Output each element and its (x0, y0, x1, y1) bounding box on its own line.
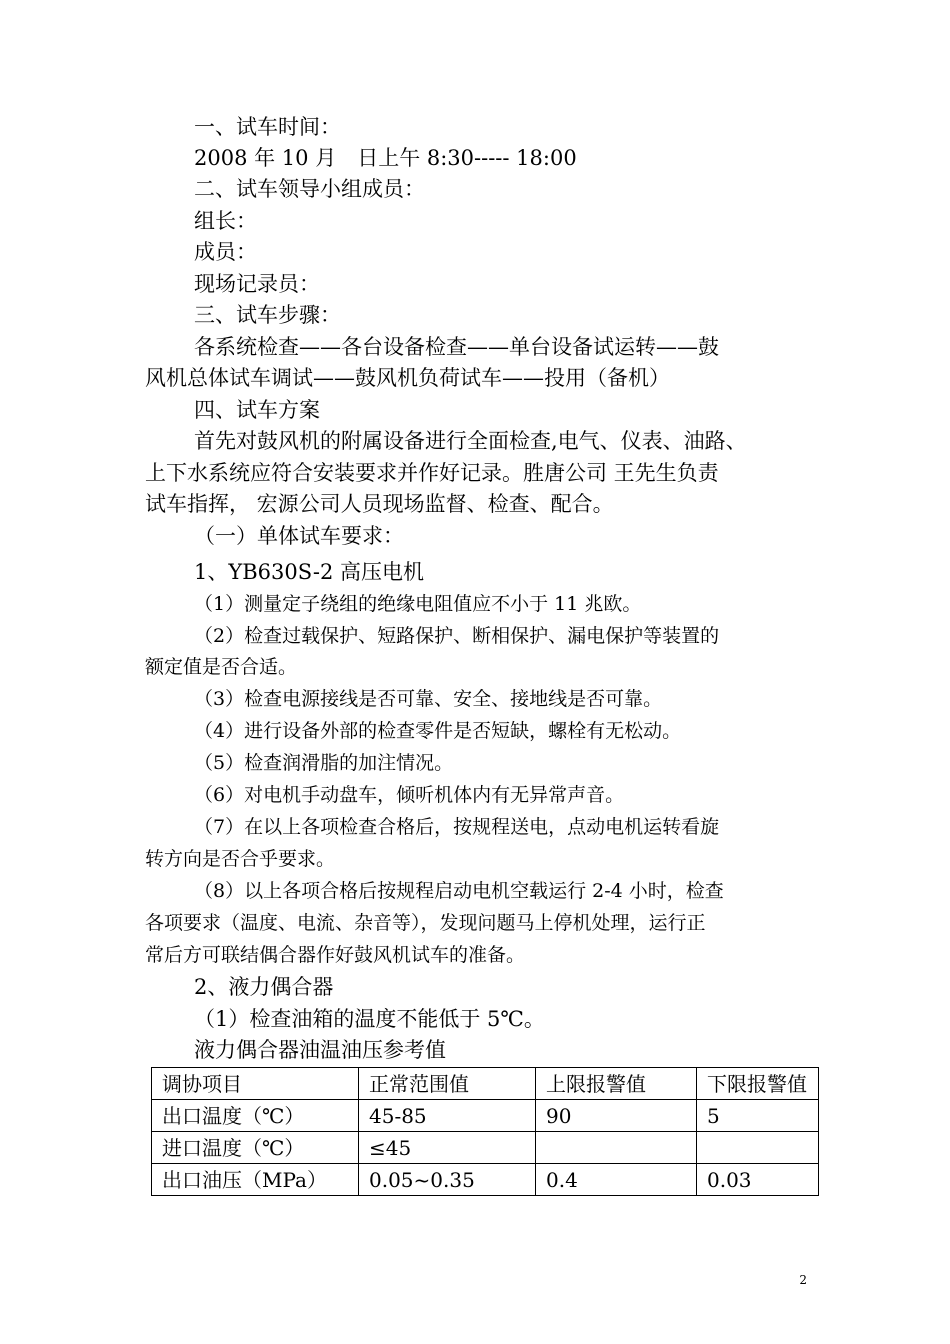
recorder-line: 现场记录员： (194, 272, 320, 296)
plan-line-3: 试车指挥， 宏源公司人员现场监督、检查、配合。 (145, 492, 614, 516)
motor-item-7-line-2: 转方向是否合乎要求。 (145, 848, 336, 870)
steps-heading: 三、试车步骤： (194, 303, 341, 327)
table-cell: 进口温度（℃） (152, 1132, 359, 1164)
time-heading: 一、试车时间： (194, 115, 341, 139)
motor-item-2-line-1: （2）检查过载保护、短路保护、断相保护、漏电保护等装置的 (194, 625, 720, 647)
members-line: 成员： (194, 240, 257, 264)
leaders-heading: 二、试车领导小组成员： (194, 177, 425, 201)
table-row (152, 1132, 819, 1164)
table-cell: 45-85 (359, 1100, 536, 1132)
table-cell: 出口温度（℃） (152, 1100, 359, 1132)
table-header-cell: 下限报警值 (697, 1068, 819, 1100)
table-header-cell: 上限报警值 (536, 1068, 697, 1100)
table-cell (536, 1132, 697, 1164)
table-row (152, 1164, 819, 1196)
table-cell (697, 1132, 819, 1164)
table-cell: 0.05~0.35 (359, 1164, 536, 1196)
table-cell: 90 (536, 1100, 697, 1132)
plan-line-1: 首先对鼓风机的附属设备进行全面检查,电气、仪表、油路、 (194, 429, 747, 453)
plan-line-2: 上下水系统应符合安装要求并作好记录。胜唐公司 王先生负责 (145, 461, 719, 485)
time-value: 2008 年 10 月 日上午 8:30----- 18:00 (194, 146, 577, 170)
table-header-row (152, 1068, 819, 1100)
motor-heading: 1、YB630S-2 高压电机 (194, 560, 425, 584)
motor-item-8-line-3: 常后方可联结偶合器作好鼓风机试车的准备。 (145, 944, 526, 966)
motor-item-6: （6）对电机手动盘车，倾听机体内有无异常声音。 (194, 784, 625, 806)
motor-item-4: （4）进行设备外部的检查零件是否短缺，螺栓有无松动。 (194, 720, 682, 742)
motor-item-3: （3）检查电源接线是否可靠、安全、接地线是否可靠。 (194, 688, 663, 710)
motor-item-8-line-2: 各项要求（温度、电流、杂音等），发现问题马上停机处理，运行正 (145, 912, 706, 934)
motor-item-8-line-1: （8）以上各项合格后按规程启动电机空载运行 2-4 小时，检查 (194, 880, 724, 902)
table-cell: 出口油压（MPa） (152, 1164, 359, 1196)
motor-item-5: （5）检查润滑脂的加注情况。 (194, 752, 454, 774)
motor-item-7-line-1: （7）在以上各项检查合格后，按规程送电，点动电机运转看旋 (194, 816, 720, 838)
coupler-heading: 2、液力偶合器 (194, 975, 334, 999)
table-caption: 液力偶合器油温油压参考值 (194, 1038, 446, 1062)
coupler-item-1: （1）检查油箱的温度不能低于 5℃。 (194, 1007, 545, 1031)
motor-item-1: （1）测量定子绕组的绝缘电阻值应不小于 11 兆欧。 (194, 593, 642, 615)
leader-line: 组长： (194, 209, 257, 233)
table-header-cell: 正常范围值 (359, 1068, 536, 1100)
oil-reference-table (151, 1067, 819, 1196)
steps-line-2: 风机总体试车调试——鼓风机负荷试车——投用（备机） (145, 366, 670, 390)
table-cell: 0.03 (697, 1164, 819, 1196)
table-cell: 0.4 (536, 1164, 697, 1196)
page-number: 2 (799, 1273, 807, 1287)
steps-line-1: 各系统检查——各台设备检查——单台设备试运转——鼓 (194, 335, 719, 359)
table-row (152, 1100, 819, 1132)
table-header-cell: 调协项目 (152, 1068, 359, 1100)
plan-heading: 四、试车方案 (194, 398, 320, 422)
table-cell: 5 (697, 1100, 819, 1132)
table-cell: ≤45 (359, 1132, 536, 1164)
single-test-heading: （一）单体试车要求： (194, 524, 404, 548)
motor-item-2-line-2: 额定值是否合适。 (145, 656, 298, 678)
